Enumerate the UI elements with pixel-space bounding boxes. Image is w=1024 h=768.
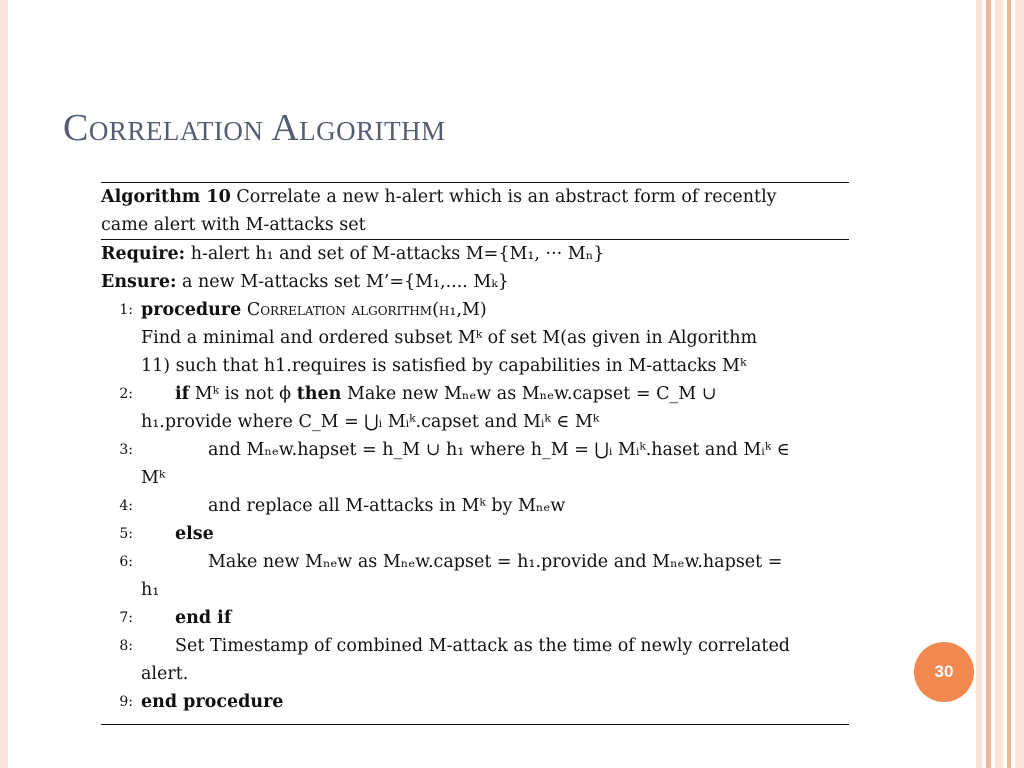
algo-line-1-cont-a: Find a minimal and ordered subset Mᵏ of set M(as given in Algorithm (141, 328, 758, 348)
algo-line-1-cont-b: 11) such that h1.requires is satisfied by capabilities in M-attacks Mᵏ (141, 356, 747, 376)
line-4-text: and replace all M-attacks in Mᵏ by Mₙₑw (208, 496, 566, 516)
left-border-decoration (0, 0, 8, 768)
keyword-then: then (296, 384, 342, 404)
caption-line-1: Correlate a new h-alert which is an abstract form of recently (236, 187, 777, 207)
algo-line-6-cont: h₁ (141, 580, 160, 600)
keyword-end-if: end if (175, 608, 232, 628)
require-label: Require: (101, 244, 186, 264)
line-number: 3: (119, 442, 133, 458)
line-number: 8: (119, 638, 133, 654)
caption-label: Algorithm 10 (101, 187, 231, 207)
algo-line-1 (101, 296, 849, 324)
line-3-text: and Mₙₑw.hapset = h_M ∪ h₁ where h_M = ⋃ᵢ Mᵢᵏ.haset and Mᵢᵏ ∈ (208, 440, 790, 460)
algo-line-3-cont: Mᵏ (141, 468, 166, 488)
line-number: 9: (119, 694, 133, 710)
bottom-rule (101, 724, 849, 725)
line-number: 2: (119, 386, 133, 402)
right-stripe-decoration (976, 0, 1024, 768)
algo-line-6 (101, 548, 849, 576)
line-number: 5: (119, 526, 133, 542)
then-text: Make new Mₙₑw as Mₙₑw.capset = C_M ∪ (346, 384, 717, 404)
line-number: 4: (119, 498, 133, 514)
algo-line-4 (101, 492, 849, 520)
keyword-procedure: procedure (141, 300, 242, 320)
ensure-line (101, 268, 849, 296)
algo-line-8 (101, 632, 849, 660)
ensure-label: Ensure: (101, 272, 177, 292)
require-line (101, 240, 849, 268)
algo-line-8-cont: alert. (141, 664, 189, 684)
algo-line-2 (101, 380, 849, 408)
keyword-end-procedure: end procedure (141, 692, 284, 712)
algo-line-5 (101, 520, 849, 548)
require-text: h-alert h₁ and set of M-attacks M={M₁, ··· Mₙ} (190, 244, 605, 264)
keyword-else: else (175, 524, 214, 544)
line-number: 7: (119, 610, 133, 626)
slide-title: Correlation Algorithm (63, 107, 446, 149)
caption-line-2: came alert with M-attacks set (101, 215, 366, 235)
ensure-text: a new M-attacks set M’={M₁,.... Mₖ} (182, 272, 509, 292)
algo-line-9 (101, 688, 849, 716)
line-number: 1: (119, 302, 133, 318)
algo-line-2-cont: h₁.provide where C_M = ⋃ᵢ Mᵢᵏ.capset and Mᵢᵏ ∈ Mᵏ (141, 412, 600, 432)
line-8-text: Set Timestamp of combined M-attack as the time of newly correlated (175, 636, 791, 656)
algorithm-caption (101, 183, 849, 239)
procedure-name: Correlation algorithm(h₁,M) (246, 300, 487, 320)
line-number: 6: (119, 554, 133, 570)
algorithm-box (101, 182, 849, 725)
keyword-if: if (175, 384, 190, 404)
line-6-text: Make new Mₙₑw as Mₙₑw.capset = h₁.provide and Mₙₑw.hapset = (208, 552, 783, 572)
if-condition: Mᵏ is not ϕ (194, 384, 292, 404)
page-number-badge: 30 (914, 642, 974, 702)
algo-line-3 (101, 436, 849, 464)
algo-line-7 (101, 604, 849, 632)
